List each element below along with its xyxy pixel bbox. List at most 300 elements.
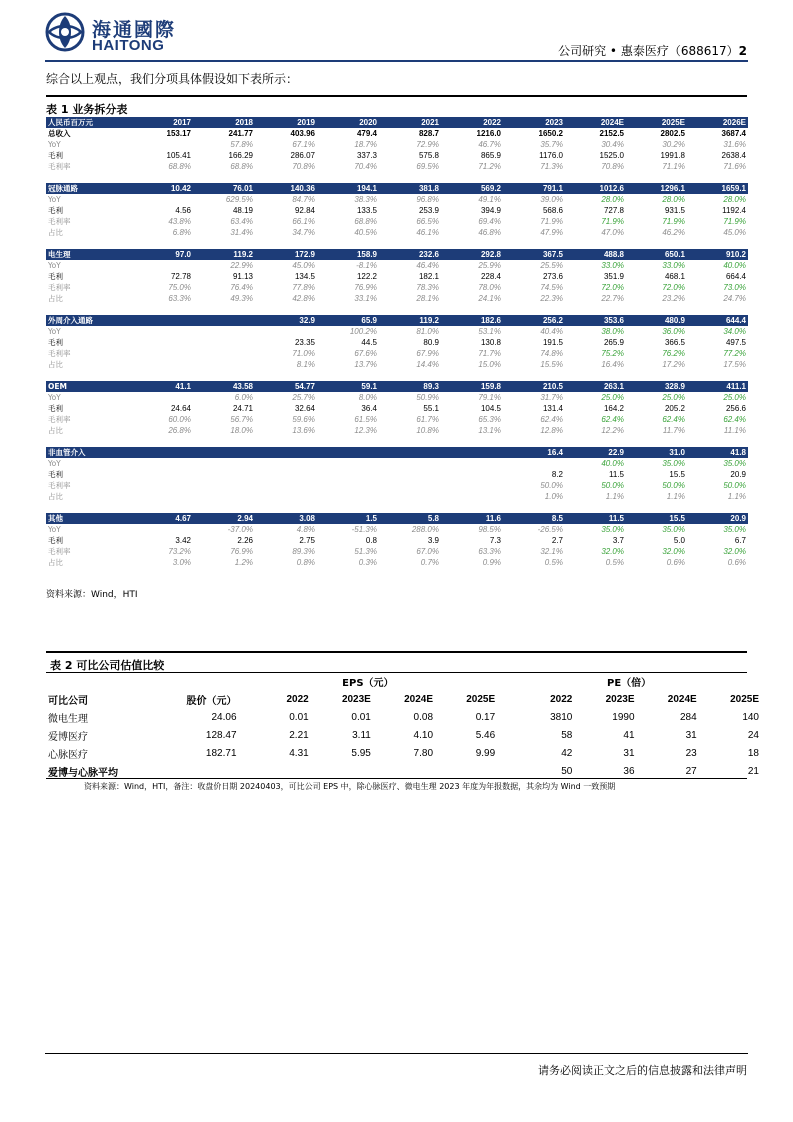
cell: 73.2% <box>168 547 191 556</box>
cell: 2.94 <box>193 513 255 524</box>
cell: 403.96 <box>290 129 315 138</box>
cell: 20.9 <box>730 470 746 479</box>
segment-header-row <box>46 315 748 326</box>
cell: 25.7% <box>292 393 315 402</box>
cell: 1650.2 <box>538 129 563 138</box>
spacer-row <box>46 172 748 183</box>
cell <box>131 326 193 337</box>
cell: 54.77 <box>255 381 317 392</box>
cell: 0.6% <box>666 558 685 567</box>
cell: 31.6% <box>723 140 746 149</box>
row-label: YoY <box>48 140 61 149</box>
col-pe-2025e: 2025E <box>730 693 759 705</box>
cell: 3.11 <box>352 729 371 741</box>
cell: 15.5 <box>626 513 687 524</box>
row-label: 其他 <box>46 513 131 524</box>
cell <box>131 469 193 480</box>
cell: 71.2% <box>478 162 501 171</box>
valuation-comparison-table <box>46 672 761 780</box>
cell: 1176.0 <box>539 151 563 160</box>
cell: 8.0% <box>358 393 377 402</box>
cell: 105.41 <box>166 151 191 160</box>
cell: 0.01 <box>351 711 371 723</box>
cell: 172.9 <box>255 249 317 260</box>
col-eps-2024e: 2024E <box>404 693 434 705</box>
cell: 16.4% <box>601 360 624 369</box>
cell <box>131 458 193 469</box>
cell <box>131 491 193 502</box>
cell: 41.8 <box>687 447 748 458</box>
cell: 24.64 <box>170 404 191 413</box>
cell: 30.4% <box>601 140 624 149</box>
cell: 3.42 <box>175 536 191 545</box>
cell: 273.6 <box>542 272 563 281</box>
cell: 63.4% <box>230 217 253 226</box>
cell: 0.9% <box>482 558 501 567</box>
segment-share-row <box>46 293 748 304</box>
cell <box>317 480 379 491</box>
cell: 182.1 <box>418 272 439 281</box>
cell: 50.0% <box>540 481 563 490</box>
cell: 67.1% <box>292 140 315 149</box>
cell: 2.21 <box>289 729 309 741</box>
cell: 1296.1 <box>626 183 687 194</box>
cell: 21 <box>747 765 759 777</box>
cell: 71.9% <box>601 217 624 226</box>
cell: -8.1% <box>356 261 377 270</box>
cell: 2018 <box>193 117 255 128</box>
cell: 1991.8 <box>660 151 685 160</box>
cell: 727.8 <box>603 206 624 215</box>
cell: 7.80 <box>413 747 434 759</box>
row-label: YoY <box>48 327 61 336</box>
cell: 47.9% <box>540 228 563 237</box>
cell: 67.9% <box>416 349 439 358</box>
cell: 23 <box>685 747 697 759</box>
cell: 328.9 <box>626 381 687 392</box>
segment-yoy-row <box>46 326 748 337</box>
cell: 42.8% <box>292 294 315 303</box>
segment-yoy-row <box>46 260 748 271</box>
cell: 2638.4 <box>721 151 746 160</box>
row-label: 毛利 <box>48 272 63 281</box>
cell: 50.0% <box>723 481 746 490</box>
cell: 59.6% <box>292 415 315 424</box>
cell: 12.8% <box>540 426 563 435</box>
table2-source: 资料来源：Wind，HTI，备注：收盘价日期 20240403，可比公司 EPS 中，除心脉医疗、微电生理 2023 年度为年报数据，其余均为 Wind 一致预期 <box>84 782 616 791</box>
cell: 232.6 <box>379 249 441 260</box>
cell: 337.3 <box>356 151 377 160</box>
cell: 241.77 <box>228 129 253 138</box>
cell <box>379 458 441 469</box>
segment-header-row <box>46 381 748 392</box>
cell: 25.0% <box>601 393 624 402</box>
cell: 119.2 <box>193 249 255 260</box>
segment-share-row <box>46 227 748 238</box>
total-margin-row <box>46 161 748 172</box>
cell: 66.5% <box>416 217 439 226</box>
row-label: 毛利率 <box>48 481 71 490</box>
cell <box>131 524 193 535</box>
cell: 24.7% <box>723 294 746 303</box>
cell: 1525.0 <box>599 151 624 160</box>
cell: 71.9% <box>540 217 563 226</box>
cell: 57.8% <box>230 140 253 149</box>
row-label: 毛利率 <box>48 547 71 556</box>
cell: 53.1% <box>478 327 501 336</box>
row-label: 外周介入通路 <box>46 315 131 326</box>
cell: 11.6 <box>441 513 503 524</box>
cell: 11.7% <box>662 426 685 435</box>
segment-margin-row <box>46 348 748 359</box>
cell: 17.5% <box>723 360 746 369</box>
cell: 182.6 <box>441 315 503 326</box>
intro-text: 综合以上观点，我们分项具体假设如下表所示： <box>46 72 299 86</box>
cell: 28.0% <box>662 195 685 204</box>
row-label: 占比 <box>48 492 63 501</box>
eps-header: EPS（元） <box>342 677 394 689</box>
cell: 131.4 <box>542 404 563 413</box>
cell: 0.8 <box>365 536 377 545</box>
cell: 1659.1 <box>687 183 748 194</box>
cell: 6.0% <box>234 393 253 402</box>
cell: 1.1% <box>666 492 685 501</box>
cell: 61.7% <box>416 415 439 424</box>
cell: 43.8% <box>168 217 191 226</box>
cell: 1.1% <box>727 492 746 501</box>
cell: 75.0% <box>168 283 191 292</box>
cell: 104.5 <box>480 404 501 413</box>
cell <box>441 458 503 469</box>
cell: 20.9 <box>687 513 748 524</box>
cell: 351.9 <box>603 272 624 281</box>
cell: 62.4% <box>662 415 685 424</box>
cell <box>255 480 317 491</box>
segment-yoy-row <box>46 194 748 205</box>
cell: 40.0% <box>723 261 746 270</box>
cell: 35.0% <box>723 459 746 468</box>
cell: 27 <box>685 765 697 777</box>
cell: 480.9 <box>626 315 687 326</box>
table1-title: 表 1 业务拆分表 <box>46 103 128 116</box>
cell: 0.8% <box>296 558 315 567</box>
cell: 35.0% <box>662 459 685 468</box>
cell: 664.4 <box>725 272 746 281</box>
cell: 72.78 <box>170 272 191 281</box>
cell: 36.0% <box>662 327 685 336</box>
cell: 68.8% <box>168 162 191 171</box>
segment-gross-row <box>46 337 748 348</box>
cell: 36 <box>623 765 635 777</box>
cell: 0.3% <box>358 558 377 567</box>
col-eps-2025e: 2025E <box>466 693 496 705</box>
cell: 134.5 <box>294 272 315 281</box>
cell: 18.7% <box>354 140 377 149</box>
cell: 97.0 <box>131 249 193 260</box>
cell <box>379 480 441 491</box>
cell <box>317 458 379 469</box>
cell: 55.1 <box>423 404 439 413</box>
cell: 24.71 <box>232 404 253 413</box>
cell: 31 <box>685 729 697 741</box>
cell: 5.0 <box>673 536 685 545</box>
cell: 62.4% <box>601 415 624 424</box>
row-label: 电生理 <box>46 249 131 260</box>
cell: 0.6% <box>727 558 746 567</box>
col-price: 股价（元） <box>186 695 237 707</box>
row-label: 占比 <box>48 294 63 303</box>
cell: 10.42 <box>131 183 193 194</box>
cell: 367.5 <box>503 249 565 260</box>
cell: -26.5% <box>537 525 563 534</box>
cell: 69.4% <box>478 217 501 226</box>
cell: 2023 <box>503 117 565 128</box>
cell: 2152.5 <box>599 129 624 138</box>
cell: 28.1% <box>416 294 439 303</box>
row-label: 毛利率 <box>48 415 71 424</box>
table2-group-header-row <box>46 672 761 690</box>
cell <box>131 359 193 370</box>
cell <box>131 392 193 403</box>
cell <box>193 447 255 458</box>
cell: 71.7% <box>478 349 501 358</box>
cell: 39.0% <box>540 195 563 204</box>
cell <box>193 458 255 469</box>
cell: 62.4% <box>723 415 746 424</box>
cell: 2024E <box>565 117 626 128</box>
cell: 2019 <box>255 117 317 128</box>
cell: 228.4 <box>480 272 501 281</box>
cell: 50.9% <box>416 393 439 402</box>
cell: 284 <box>680 711 697 723</box>
cell: 78.3% <box>416 283 439 292</box>
cell <box>131 139 193 150</box>
cell: 77.2% <box>723 349 746 358</box>
segment-header-row <box>46 249 748 260</box>
cell: 50.0% <box>601 481 624 490</box>
spacer-row <box>46 370 748 381</box>
row-label: YoY <box>48 459 61 468</box>
cell: 31 <box>623 747 635 759</box>
segment-share-row <box>46 491 748 502</box>
cell: 46.8% <box>478 228 501 237</box>
table-row <box>46 744 761 762</box>
row-label: 毛利 <box>48 470 63 479</box>
cell: 153.17 <box>166 129 191 138</box>
cell: 81.0% <box>416 327 439 336</box>
cell: 1012.6 <box>565 183 626 194</box>
cell <box>131 194 193 205</box>
cell: 256.2 <box>503 315 565 326</box>
cell <box>441 480 503 491</box>
cell: 381.8 <box>379 183 441 194</box>
row-label: 毛利 <box>48 536 63 545</box>
cell: 3810 <box>550 711 573 723</box>
cell: 12.3% <box>354 426 377 435</box>
cell: 13.7% <box>354 360 377 369</box>
cell: 58 <box>561 729 573 741</box>
cell: 158.9 <box>317 249 379 260</box>
segment-margin-row <box>46 480 748 491</box>
cell: 34.0% <box>723 327 746 336</box>
cell: 24.06 <box>211 711 237 723</box>
segment-margin-row <box>46 546 748 557</box>
cell: 122.2 <box>356 272 377 281</box>
col-pe-2022: 2022 <box>550 693 573 705</box>
row-label: 毛利 <box>48 338 63 347</box>
cell: 15.5 <box>669 470 685 479</box>
cell <box>131 260 193 271</box>
business-split-table <box>46 117 747 568</box>
cell: 18.0% <box>230 426 253 435</box>
cell: 3.7 <box>612 536 624 545</box>
cell <box>193 359 255 370</box>
cell: 40.0% <box>601 459 624 468</box>
row-label: 占比 <box>48 360 63 369</box>
segment-header-row <box>46 183 748 194</box>
cell: 8.2 <box>551 470 563 479</box>
cell: 24 <box>747 729 759 741</box>
cell: 11.1% <box>723 426 746 435</box>
cell: 166.29 <box>228 151 253 160</box>
cell: 33.0% <box>601 261 624 270</box>
total-gross-row <box>46 150 748 161</box>
cell: 182.71 <box>205 747 237 759</box>
row-label: 冠脉通路 <box>46 183 131 194</box>
cell <box>255 491 317 502</box>
cell: 74.5% <box>540 283 563 292</box>
col-pe-2023e: 2023E <box>605 693 635 705</box>
row-label: YoY <box>48 393 61 402</box>
cell: 42 <box>561 747 573 759</box>
cell: -51.3% <box>351 525 377 534</box>
row-label: YoY <box>48 525 61 534</box>
cell: 67.0% <box>416 547 439 556</box>
segment-yoy-row <box>46 392 748 403</box>
cell: 63.3% <box>168 294 191 303</box>
cell: 65.3% <box>478 415 501 424</box>
cell: 411.1 <box>687 381 748 392</box>
cell: 33.0% <box>662 261 685 270</box>
segment-share-row <box>46 359 748 370</box>
cell: 46.1% <box>416 228 439 237</box>
cell: 48.19 <box>232 206 253 215</box>
cell: 159.8 <box>441 381 503 392</box>
haitong-logo <box>45 12 185 56</box>
cell: 644.4 <box>687 315 748 326</box>
row-label: 非血管介入 <box>46 447 131 458</box>
row-label: 人民币百万元 <box>46 117 131 128</box>
cell: 96.8% <box>416 195 439 204</box>
cell <box>131 447 193 458</box>
cell: 73.0% <box>723 283 746 292</box>
cell: 70.8% <box>601 162 624 171</box>
report-type: 公司研究 • 惠泰医疗（688617） <box>558 44 739 58</box>
cell: 17.2% <box>662 360 685 369</box>
col-company: 可比公司 <box>48 695 88 707</box>
cell <box>255 326 317 337</box>
cell: 9.99 <box>475 747 496 759</box>
cell: 3.0% <box>172 558 191 567</box>
cell: 72.0% <box>601 283 624 292</box>
table-row <box>46 708 761 726</box>
row-label: YoY <box>48 195 61 204</box>
cell: 32.64 <box>294 404 315 413</box>
cell: 6.7 <box>734 536 746 545</box>
cell: 11.5 <box>609 470 624 479</box>
cell: 49.3% <box>230 294 253 303</box>
cell: 140.36 <box>255 183 317 194</box>
cell: 2025E <box>626 117 687 128</box>
segment-header-row <box>46 513 748 524</box>
cell: 2022 <box>441 117 503 128</box>
page-number: 2 <box>738 44 747 58</box>
cell: 133.5 <box>356 206 377 215</box>
cell: 71.0% <box>292 349 315 358</box>
cell: 31.7% <box>540 393 563 402</box>
cell <box>255 458 317 469</box>
cell: 263.1 <box>565 381 626 392</box>
logo-chinese-name: 海通國際 <box>92 19 177 41</box>
spacer-row <box>46 436 748 447</box>
cell: 61.5% <box>354 415 377 424</box>
cell: 931.5 <box>664 206 685 215</box>
cell: 45.0% <box>723 228 746 237</box>
cell: 76.4% <box>230 283 253 292</box>
cell: 46.4% <box>416 261 439 270</box>
cell: 25.0% <box>723 393 746 402</box>
cell: 12.2% <box>601 426 624 435</box>
row-label: 占比 <box>48 558 63 567</box>
cell: 4.67 <box>131 513 193 524</box>
cell: 16.4 <box>503 447 565 458</box>
cell: 22.9 <box>565 447 626 458</box>
segment-margin-row <box>46 282 748 293</box>
segment-margin-row <box>46 216 748 227</box>
cell: 40.5% <box>354 228 377 237</box>
cell: 0.17 <box>475 711 496 723</box>
cell: 3687.4 <box>721 129 746 138</box>
cell: 2.26 <box>237 536 253 545</box>
row-label: 毛利率 <box>48 349 71 358</box>
cell <box>193 491 255 502</box>
cell <box>379 447 441 458</box>
cell: 488.8 <box>565 249 626 260</box>
cell: 130.8 <box>480 338 501 347</box>
cell: 38.3% <box>354 195 377 204</box>
cell: 1.0% <box>544 492 563 501</box>
cell: 497.5 <box>725 338 746 347</box>
cell: 253.9 <box>418 206 439 215</box>
cell <box>503 458 565 469</box>
company-name: 微电生理 <box>48 713 88 725</box>
cell <box>441 447 503 458</box>
cell: 569.2 <box>441 183 503 194</box>
cell: 32.0% <box>662 547 685 556</box>
row-label: 毛利 <box>48 151 63 160</box>
cell: 23.2% <box>662 294 685 303</box>
cell: 26.8% <box>168 426 191 435</box>
cell: 205.2 <box>664 404 685 413</box>
company-name: 爱博医疗 <box>48 731 88 743</box>
pe-header: PE（倍） <box>607 677 652 689</box>
cell: 32.1% <box>540 547 563 556</box>
cell <box>441 469 503 480</box>
cell: 32.0% <box>601 547 624 556</box>
cell: 468.1 <box>664 272 685 281</box>
cell: 22.9% <box>230 261 253 270</box>
total-revenue-row <box>46 128 748 139</box>
